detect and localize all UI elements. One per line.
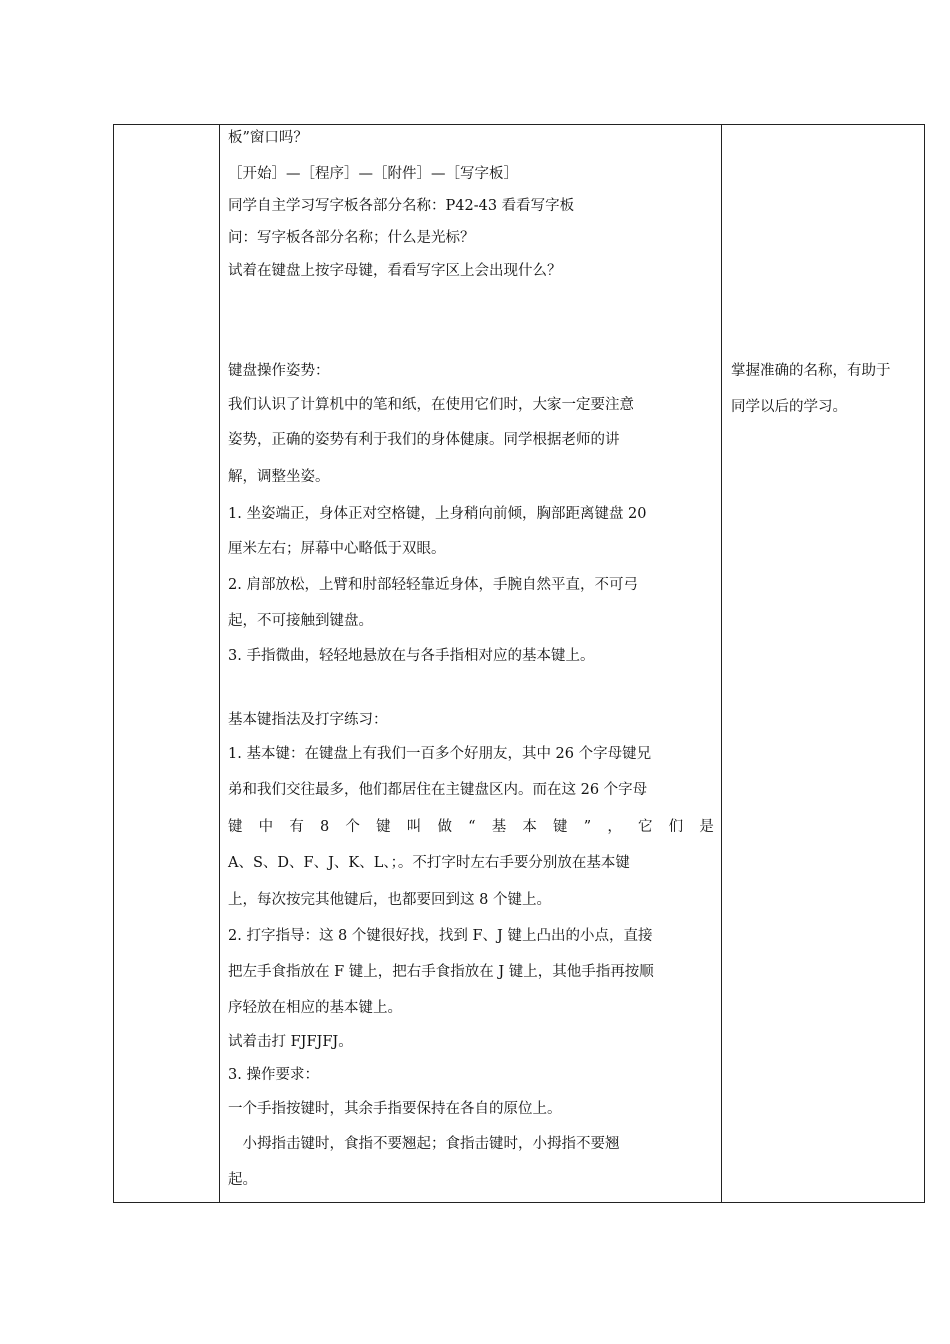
content-line: 把左手食指放在 F 键上，把右手食指放在 J 键上，其他手指再按顺 [228,964,654,980]
content-line: 弟和我们交往最多，他们都居住在主键盘区内。而在这 26 个字母 [228,782,648,798]
content-line: 小拇指击键时，食指不要翘起；食指击键时，小拇指不要翘 [228,1136,620,1152]
content-line: 试着击打 FJFJFJ。 [228,1034,353,1050]
column-divider-left [219,125,220,1202]
spread-char: 基 [491,819,507,835]
content-line: 一个手指按键时，其余手指要保持在各自的原位上。 [228,1101,562,1117]
spread-char: 本 [522,819,537,835]
spread-char: 键 [228,819,243,835]
section-heading: 键盘操作姿势： [228,363,330,379]
content-line: 解，调整坐姿。 [228,469,330,485]
spread-char: 做 [437,819,452,835]
spread-char: 有 [289,819,304,835]
content-line: 起。 [228,1172,257,1188]
note-line: 同学以后的学习。 [731,399,847,415]
content-line: 我们认识了计算机中的笔和纸，在使用它们时，大家一定要注意 [228,397,634,413]
spread-char: 叫 [406,819,422,835]
content-line: 上，每次按完其他键后，也都要回到这 8 个键上。 [228,892,551,908]
content-line: 3. 手指微曲，轻轻地悬放在与各手指相对应的基本键上。 [228,648,595,664]
content-line: 3. 操作要求： [228,1067,319,1083]
content-line: 试着在键盘上按字母键，看看写字区上会出现什么？ [228,263,562,279]
content-line: 板”窗口吗？ [228,130,308,146]
section-heading: 基本键指法及打字练习： [228,712,388,728]
spread-char: ， [607,819,622,835]
spread-char: ” [583,819,592,835]
spread-char: “ [468,819,476,835]
lesson-table [113,124,925,1203]
spread-char: 中 [258,819,274,835]
spread-char: 键 [376,819,391,835]
content-line: 2. 打字指导：这 8 个键很好找，找到 F、J 键上凸出的小点，直接 [228,928,653,944]
content-line: 序轻放在相应的基本键上。 [228,1000,402,1016]
content-line: 1. 基本键：在键盘上有我们一百多个好朋友，其中 26 个字母键兄 [228,746,652,762]
content-line: A、S、D、F、J、K、L、；。不打字时左右手要分别放在基本键 [228,855,630,871]
spread-char: 它 [637,819,653,835]
spread-char: 个 [345,819,360,835]
content-line: ［开始］—［程序］—［附件］—［写字板］ [228,166,518,182]
note-line: 掌握准确的名称，有助于 [731,363,891,379]
content-line: 同学自主学习写字板各部分名称：P42-43 看看写字板 [228,198,575,214]
content-line: 姿势，正确的姿势有利于我们的身体健康。同学根据老师的讲 [228,432,620,448]
spread-content-line [228,818,714,836]
content-line: 起，不可接触到键盘。 [228,613,373,629]
content-line: 1. 坐姿端正，身体正对空格键，上身稍向前倾，胸部距离键盘 20 [228,506,647,522]
spread-char: 们 [668,819,684,835]
spread-char: 8 [320,819,330,835]
content-line: 厘米左右；屏幕中心略低于双眼。 [228,541,446,557]
spread-char: 是 [699,819,714,835]
column-divider-right [721,125,722,1202]
spread-char: 键 [553,819,568,835]
content-line: 2. 肩部放松，上臂和肘部轻轻靠近身体，手腕自然平直，不可弓 [228,577,638,593]
content-line: 问：写字板各部分名称；什么是光标？ [228,230,475,246]
